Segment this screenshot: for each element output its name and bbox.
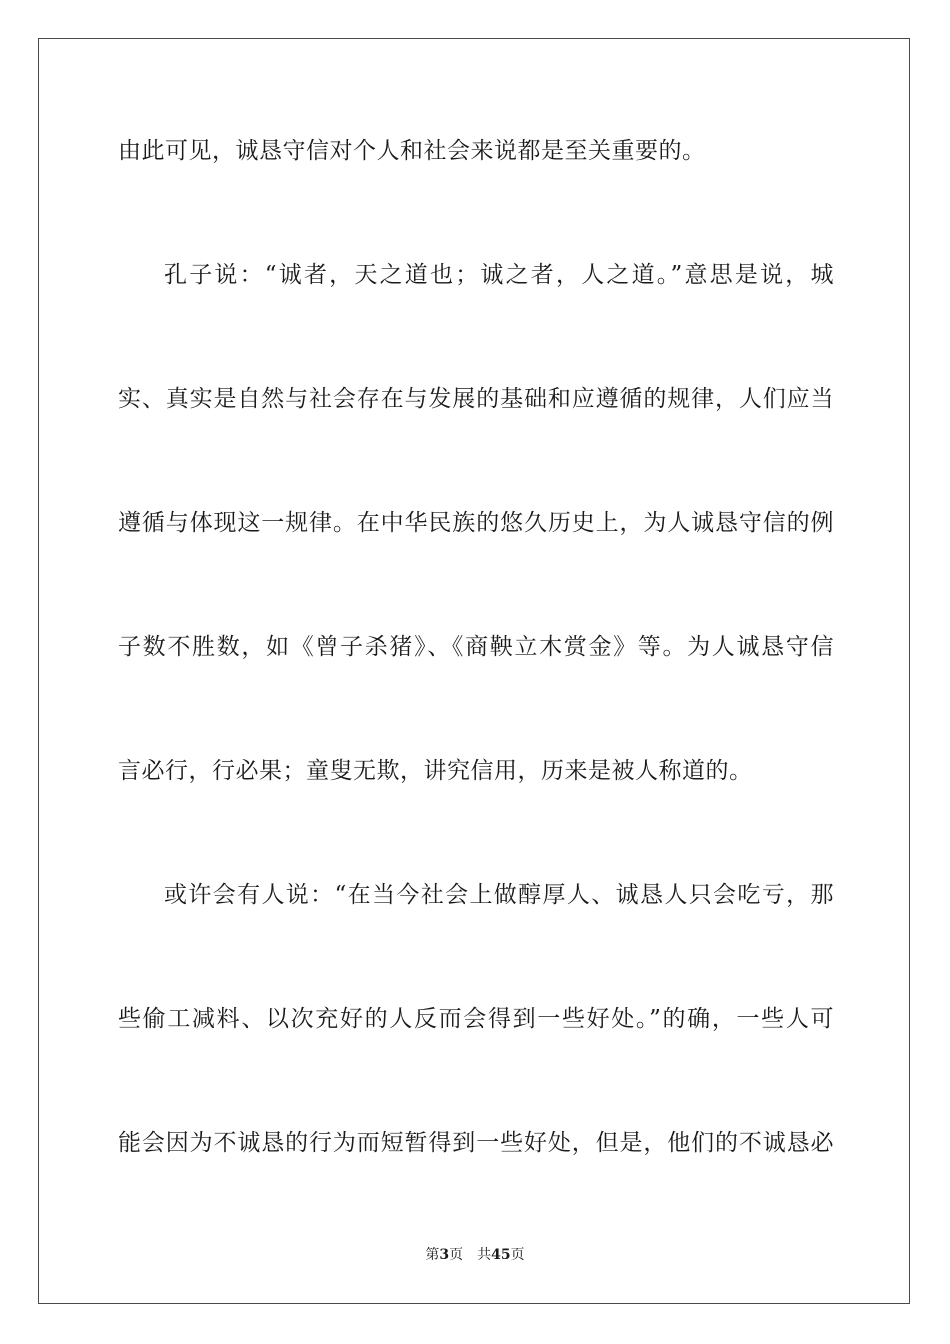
page-number: 3 [439,1247,450,1263]
page-border [38,38,910,1304]
text-line-6: 言必行，行必果；童叟无欺，讲究信用，历来是被人称道的。 [118,758,753,784]
total-prefix: 共 [477,1247,492,1263]
text-line-9: 能会因为不诚恳的行为而短暂得到一些好处，但是，他们的不诚恳必 [118,1130,834,1156]
text-line-7: 或许会有人说：“在当今社会上做醇厚人、诚恳人只会吃亏，那 [164,882,834,908]
text-line-1: 由此可见，诚恳守信对个人和社会来说都是至关重要的。 [118,138,706,164]
text-line-2: 孔子说：“诚者，天之道也；诚之者，人之道。”意思是说，城 [164,262,834,288]
page-prefix: 第 [425,1247,440,1263]
text-line-8: 些偷工减料、以次充好的人反而会得到一些好处。”的确，一些人可 [118,1006,834,1032]
text-line-5: 子数不胜数，如《曾子杀猪》、《商鞅立木赏金》等。为人诚恳守信 [118,634,834,660]
total-suffix: 页 [510,1247,525,1263]
text-line-3: 实、真实是自然与社会存在与发展的基础和应遵循的规律，人们应当 [118,386,834,412]
total-pages: 45 [491,1247,511,1263]
text-line-4: 遵循与体现这一规律。在中华民族的悠久历史上，为人诚恳守信的例 [118,510,834,536]
page-footer [0,1246,950,1264]
page-suffix: 页 [449,1247,464,1263]
